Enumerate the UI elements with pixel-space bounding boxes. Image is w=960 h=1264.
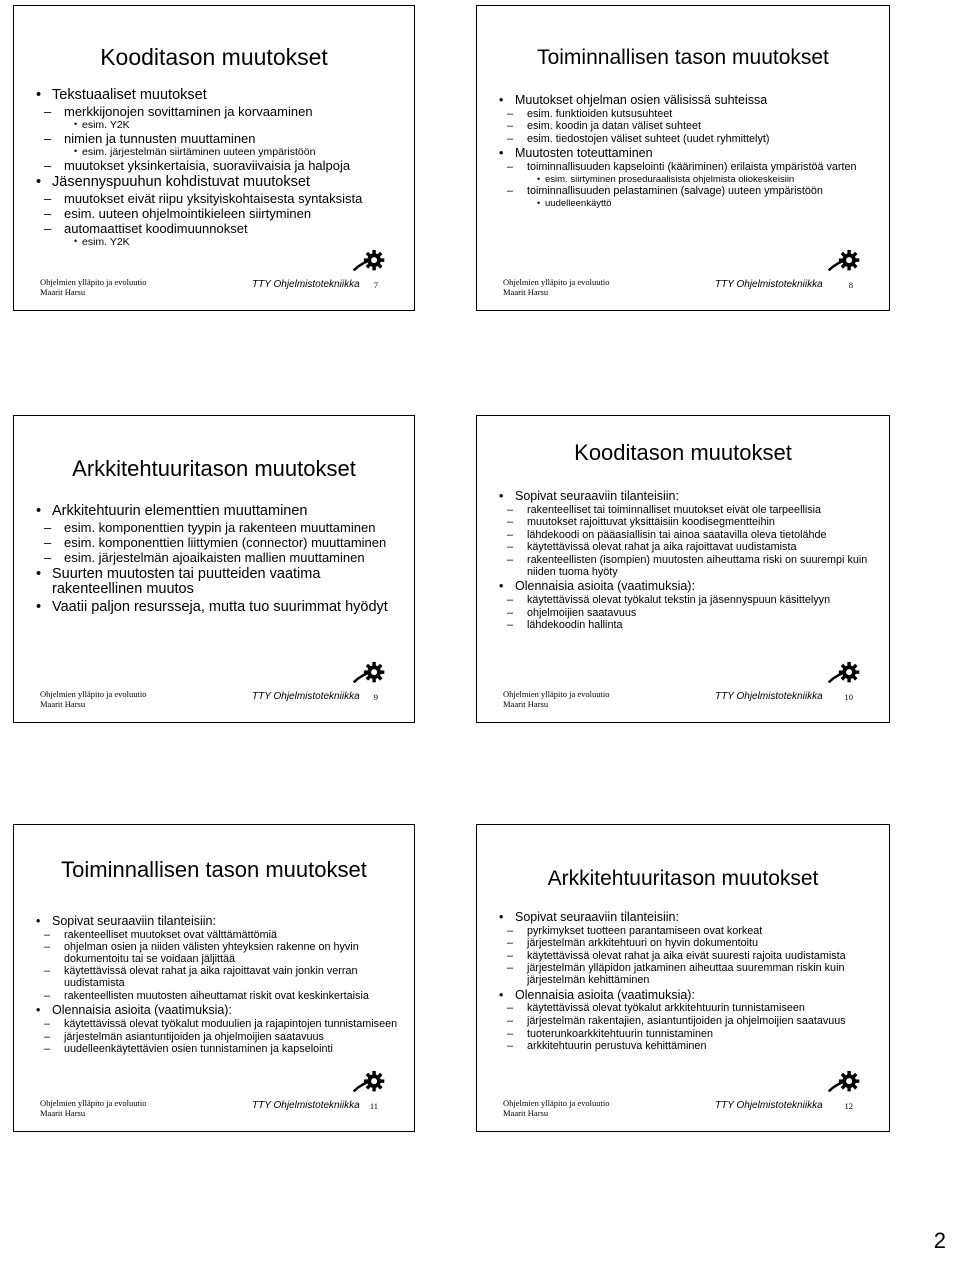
sub-bullet-item: – muutokset eivät riipu yksityiskohtaisesta syntaksista — [36, 192, 406, 206]
slide-title: Toiminnallisen tason muutokset — [61, 857, 367, 882]
bullet-item: • Jäsennyspuuhun kohdistuvat muutokset — [36, 175, 406, 191]
gear-logo-icon — [352, 246, 386, 276]
sub-bullet-item: – pyrkimykset tuotteen parantamiseen ovat korkeat — [499, 926, 881, 938]
slide-number: 11 — [369, 1101, 378, 1111]
sub-bullet-item: – esim. komponenttien liittymien (connector) muuttaminen — [36, 536, 406, 550]
sub-bullet-item: – rakenteellisten muutosten aiheuttamat riskit ovat keskinkertaisia — [36, 991, 406, 1003]
bullet-item: • Arkkitehtuurin elementtien muuttaminen — [36, 504, 406, 520]
bullet-item: • Olennaisia asioita (vaatimuksia): — [36, 1004, 406, 1018]
sub-bullet-item: – käytettävissä olevat työkalut moduulien ja rajapintojen tunnistamiseen — [36, 1019, 406, 1031]
footer-course: Ohjelmien ylläpito ja evoluutio — [40, 1097, 147, 1108]
slide-10 — [476, 415, 890, 723]
slide-number: 8 — [848, 280, 853, 290]
footer-author: Maarit Harsu — [503, 287, 549, 298]
bullet-item: • Tekstuaaliset muutokset — [36, 88, 406, 104]
footer-author: Maarit Harsu — [40, 1108, 86, 1119]
footer-left — [503, 689, 609, 710]
slide-12 — [476, 824, 890, 1132]
slide-body — [36, 913, 406, 1056]
sub-bullet-item: – rakenteelliset tai toiminnalliset muutokset eivät ole tarpeellisia — [499, 505, 881, 517]
gear-logo-icon — [827, 658, 861, 688]
sub-bullet-item: – lähdekoodi on pääasiallisin tai ainoa saatavilla oleva tietolähde — [499, 530, 881, 542]
footer-course: Ohjelmien ylläpito ja evoluutio — [503, 276, 610, 287]
footer-department: TTY Ohjelmistotekniikka — [252, 279, 360, 290]
slide-11 — [13, 824, 415, 1132]
slide-title: Toiminnallisen tason muutokset — [537, 46, 829, 69]
sub-bullet-item: – uudelleenkäytettävien osien tunnistaminen ja kapselointi — [36, 1044, 406, 1056]
footer-course: Ohjelmien ylläpito ja evoluutio — [503, 1097, 610, 1108]
sub-bullet-item: – ohjelmoijien saatavuus — [499, 608, 881, 620]
bullet-item: • Olennaisia asioita (vaatimuksia): — [499, 989, 881, 1003]
sub-bullet-item: – nimien ja tunnusten muuttaminen — [36, 132, 406, 146]
sub-bullet-item: – merkkijonojen sovittaminen ja korvaaminen — [36, 105, 406, 119]
slide-number: 12 — [844, 1101, 853, 1111]
slide-title: Arkkitehtuuritason muutokset — [72, 456, 356, 481]
sub-sub-bullet-item: • esim. järjestelmän siirtäminen uuteen ympäristöön — [36, 147, 406, 158]
sub-bullet-item: – rakenteelliset muutokset ovat välttämättömiä — [36, 930, 406, 942]
sub-bullet-item: – käytettävissä olevat rahat ja aika rajoittavat vain jonkin verran uudistamista — [36, 966, 406, 989]
sub-bullet-item: – esim. koodin ja datan väliset suhteet — [499, 121, 881, 133]
slide-7 — [13, 5, 415, 311]
slide-title: Kooditason muutokset — [574, 440, 792, 465]
bullet-item: • Sopivat seuraaviin tilanteisiin: — [499, 490, 881, 504]
footer-author: Maarit Harsu — [503, 699, 549, 710]
sub-sub-bullet-item: • esim. siirtyminen proseduraalisista ohjelmista oliokeskeisiin — [499, 175, 881, 185]
sub-bullet-item: – toiminnallisuuden pelastaminen (salvage) uuteen ympäristöön — [499, 186, 881, 198]
bullet-item: • Suurten muutosten tai puutteiden vaatima rakenteellinen muutos — [36, 567, 406, 598]
sub-bullet-item: – arkkitehtuurin perustuva kehittäminen — [499, 1041, 881, 1053]
bullet-item: • Olennaisia asioita (vaatimuksia): — [499, 580, 881, 594]
slide-title: Arkkitehtuuritason muutokset — [547, 867, 819, 890]
footer-author: Maarit Harsu — [503, 1108, 549, 1119]
footer-department: TTY Ohjelmistotekniikka — [252, 691, 360, 702]
footer-left — [40, 277, 146, 298]
sub-bullet-item: – lähdekoodin hallinta — [499, 620, 881, 632]
sub-bullet-item: – esim. tiedostojen väliset suhteet (uudet ryhmittelyt) — [499, 134, 881, 146]
slide-body — [36, 86, 406, 248]
sub-bullet-item: – järjestelmän asiantuntijoiden ja ohjelmoijien saatavuus — [36, 1032, 406, 1044]
footer-course: Ohjelmien ylläpito ja evoluutio — [40, 688, 147, 699]
sub-bullet-item: – järjestelmän ylläpidon jatkaminen aiheuttaa suuremman riskin kuin järjestelmän kehittäminen — [499, 963, 881, 986]
footer-department: TTY Ohjelmistotekniikka — [715, 279, 823, 290]
gear-logo-icon — [827, 246, 861, 276]
sub-bullet-item: – ohjelman osien ja niiden välisten yhteyksien rakenne on hyvin dokumentoitu tai se voidaan jäljittää — [36, 942, 406, 965]
sub-sub-bullet-item: • uudelleenkäyttö — [499, 199, 881, 209]
sub-bullet-item: – rakenteellisten (isompien) muutosten aiheuttama riski on suurempi kuin niiden tuoma hyöty — [499, 555, 881, 578]
slide-8 — [476, 5, 890, 311]
footer-left — [503, 1098, 609, 1119]
slide-number: 10 — [844, 692, 853, 702]
slide-body — [499, 488, 881, 632]
bullet-item: • Muutokset ohjelman osien välisissä suhteissa — [499, 94, 881, 108]
sub-bullet-item: – käytettävissä olevat rahat ja aika eivät suuresti rajoita uudistamista — [499, 951, 881, 963]
footer-department: TTY Ohjelmistotekniikka — [252, 1100, 360, 1111]
footer-course: Ohjelmien ylläpito ja evoluutio — [40, 276, 147, 287]
bullet-item: • Vaatii paljon resursseja, mutta tuo suurimmat hyödyt — [36, 600, 406, 616]
slide-number: 7 — [373, 280, 378, 290]
sub-bullet-item: – toiminnallisuuden kapselointi (kääriminen) erilaista ympäristöä varten — [499, 162, 881, 174]
sub-bullet-item: – käytettävissä olevat työkalut arkkitehtuurin tunnistamiseen — [499, 1003, 881, 1015]
slide-9 — [13, 415, 415, 723]
sub-bullet-item: – järjestelmän rakentajien, asiantuntijoiden ja ohjelmoijien saatavuus — [499, 1016, 881, 1028]
sub-bullet-item: – esim. funktioiden kutsusuhteet — [499, 109, 881, 121]
sub-bullet-item: – järjestelmän arkkitehtuuri on hyvin dokumentoitu — [499, 938, 881, 950]
bullet-item: • Sopivat seuraaviin tilanteisiin: — [499, 911, 881, 925]
sub-bullet-item: – käytettävissä olevat rahat ja aika rajoittavat uudistamista — [499, 542, 881, 554]
footer-department: TTY Ohjelmistotekniikka — [715, 1100, 823, 1111]
slide-body — [499, 909, 881, 1053]
gear-logo-icon — [352, 658, 386, 688]
sub-sub-bullet-item: • esim. Y2K — [36, 237, 406, 248]
gear-logo-icon — [352, 1067, 386, 1097]
sub-bullet-item: – automaattiset koodimuunnokset — [36, 222, 406, 236]
footer-course: Ohjelmien ylläpito ja evoluutio — [503, 688, 610, 699]
sub-bullet-item: – tuoterunkoarkkitehtuurin tunnistaminen — [499, 1029, 881, 1041]
footer-left — [503, 277, 609, 298]
sub-bullet-item: – käytettävissä olevat työkalut tekstin ja jäsennyspuun käsittelyyn — [499, 595, 881, 607]
sub-bullet-item: – muutokset yksinkertaisia, suoraviivaisia ja halpoja — [36, 159, 406, 173]
bullet-item: • Sopivat seuraaviin tilanteisiin: — [36, 915, 406, 929]
footer-left — [40, 689, 146, 710]
footer-left — [40, 1098, 146, 1119]
bullet-item: • Muutosten toteuttaminen — [499, 147, 881, 161]
sub-sub-bullet-item: • esim. Y2K — [36, 120, 406, 131]
slide-body — [499, 92, 881, 209]
footer-department: TTY Ohjelmistotekniikka — [715, 691, 823, 702]
slide-number: 9 — [373, 692, 378, 702]
sub-bullet-item: – esim. komponenttien tyypin ja rakenteen muuttaminen — [36, 521, 406, 535]
sub-bullet-item: – muutokset rajoittuvat yksittäisiin koodisegmentteihin — [499, 517, 881, 529]
slide-title: Kooditason muutokset — [100, 44, 328, 70]
slide-body — [36, 502, 406, 616]
footer-author: Maarit Harsu — [40, 699, 86, 710]
sub-bullet-item: – esim. uuteen ohjelmointikieleen siirtyminen — [36, 207, 406, 221]
page-number: 2 — [933, 1228, 946, 1253]
gear-logo-icon — [827, 1067, 861, 1097]
sub-bullet-item: – esim. järjestelmän ajoaikaisten mallien muuttaminen — [36, 551, 406, 565]
footer-author: Maarit Harsu — [40, 287, 86, 298]
